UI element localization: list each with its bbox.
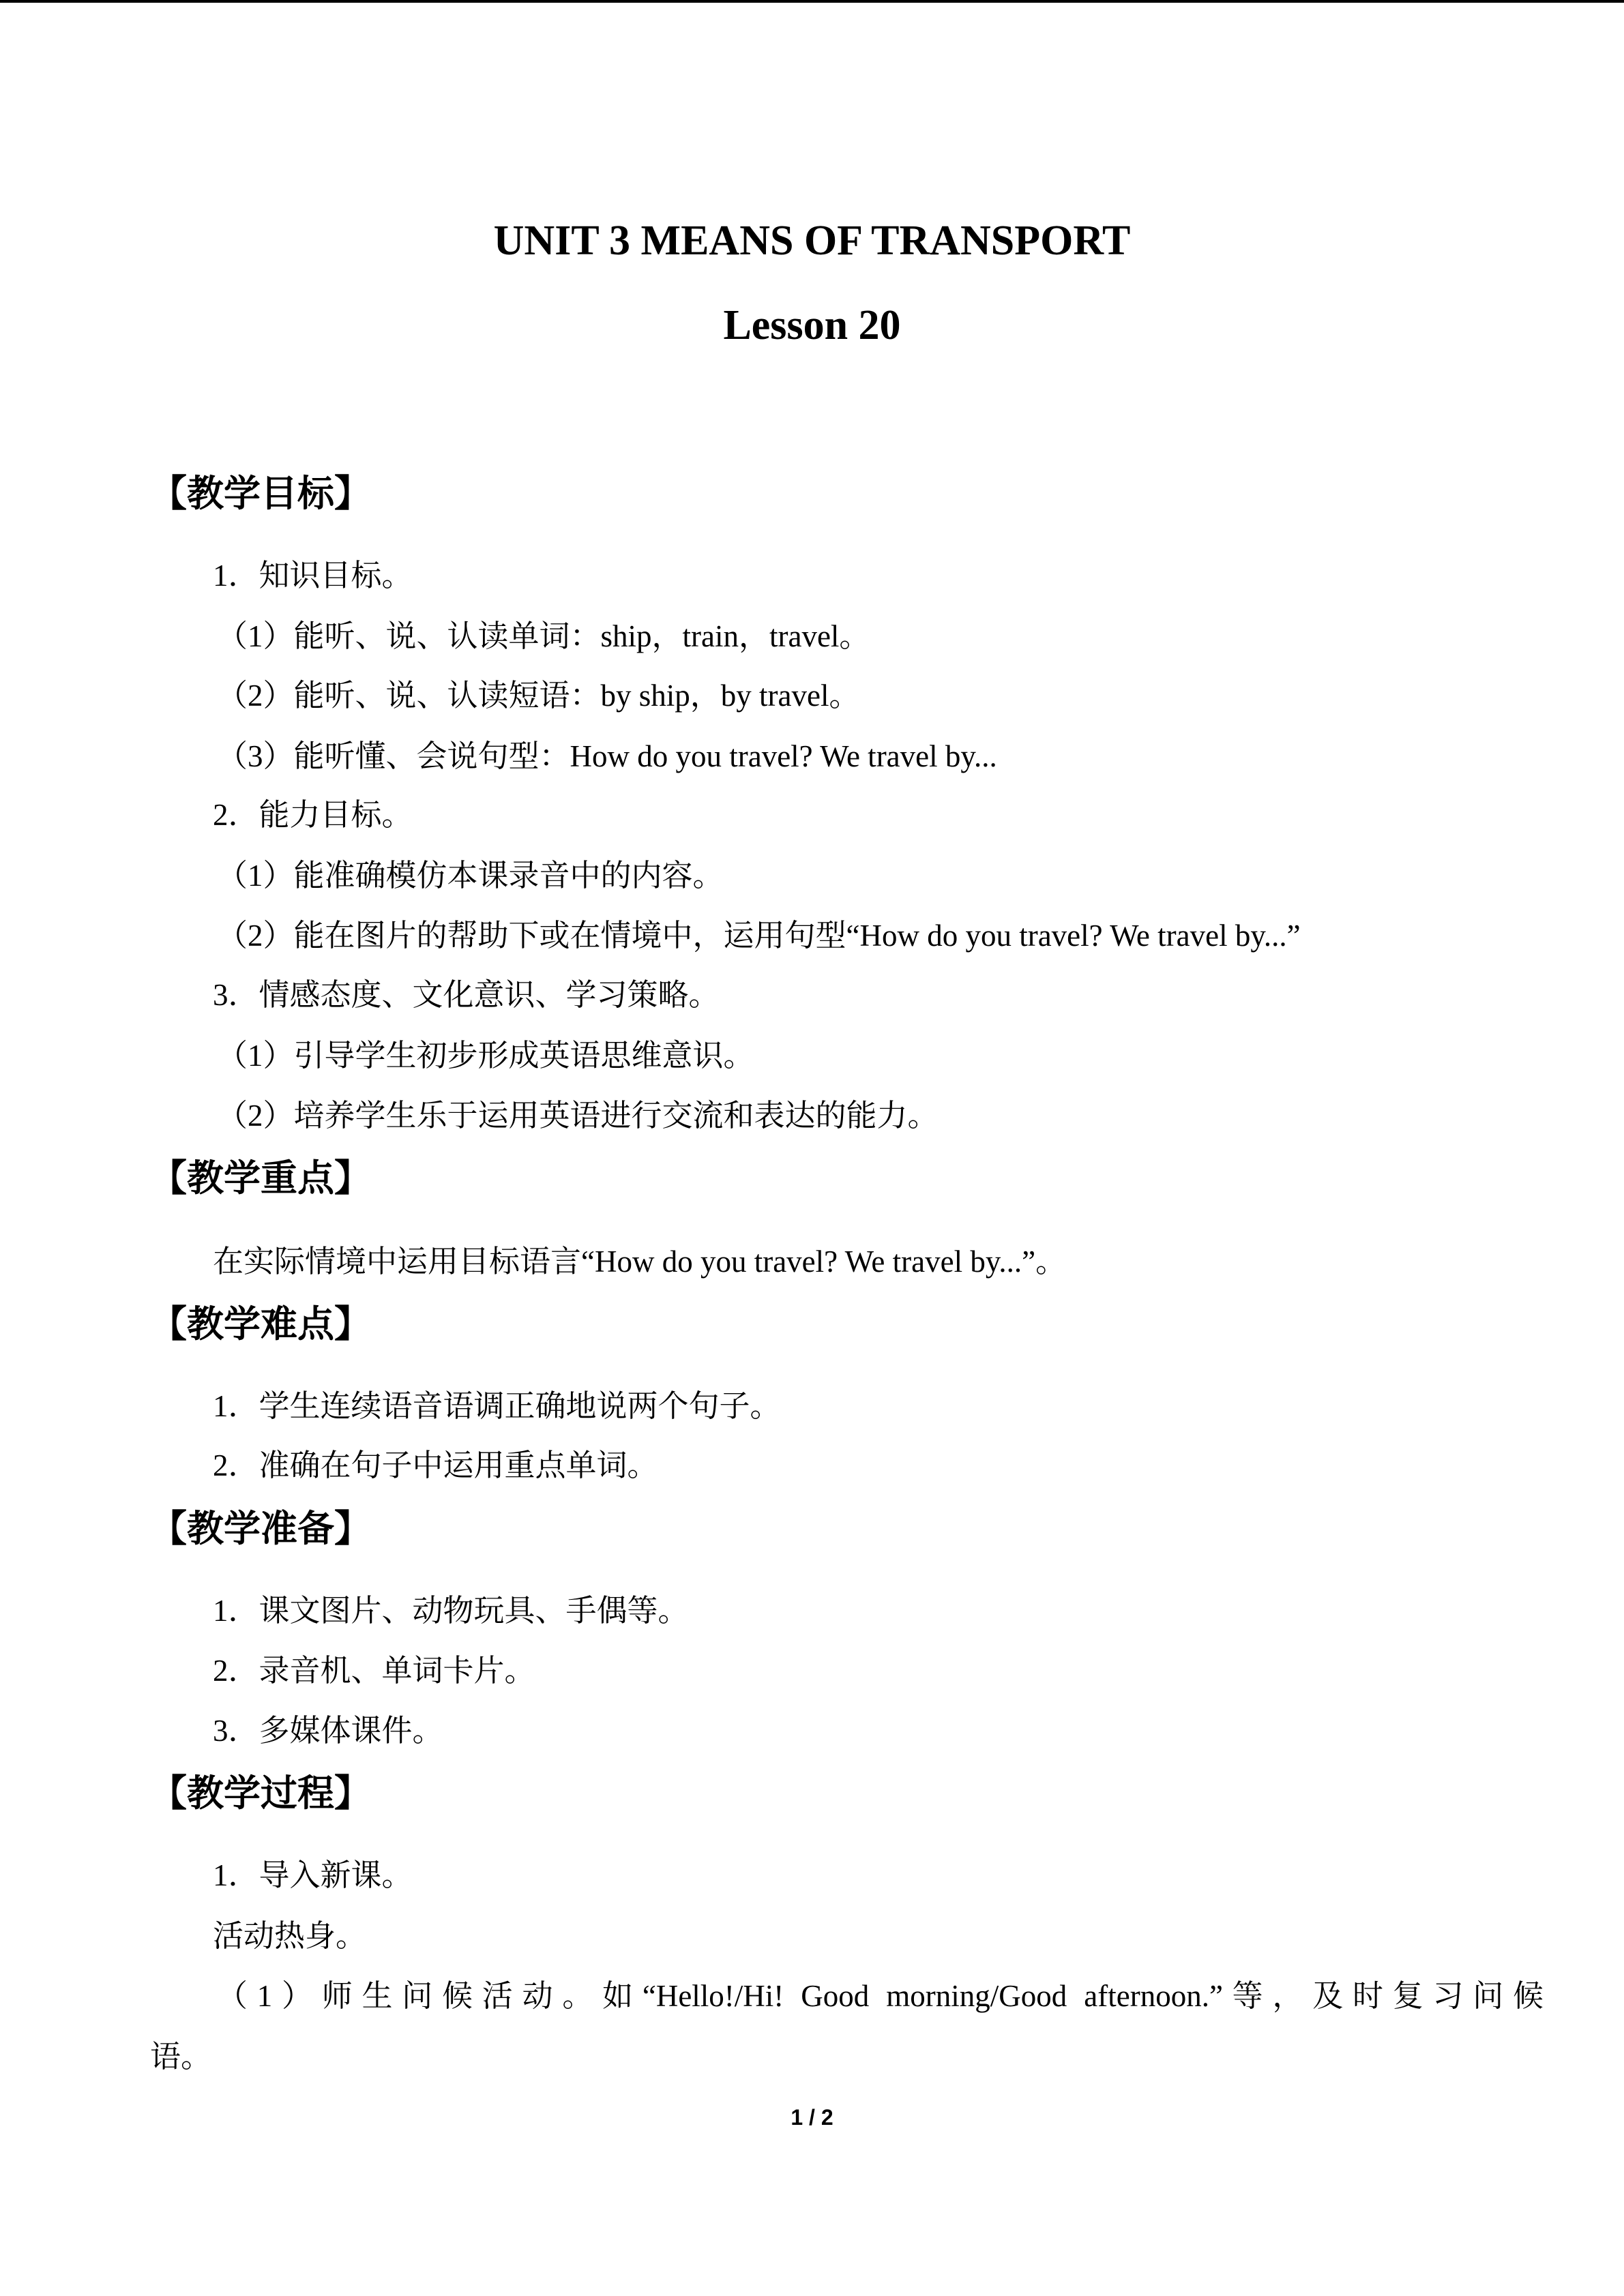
- process-line: 语。: [150, 2040, 212, 2074]
- preparation-line: 2．录音机、单词卡片。: [213, 1654, 535, 1688]
- process-line: （1）师生问候活动。如“Hello!/Hi! Good morning/Good afternoon.”等，及时复习问候: [217, 1979, 1544, 2013]
- objective-line: （3）能听懂、会说句型：How do you travel? We travel by...: [217, 739, 997, 773]
- objective-line: 3．情感态度、文化意识、学习策略。: [213, 978, 720, 1012]
- section-heading-difficulties: 【教学难点】: [150, 1302, 371, 1345]
- section-heading-process: 【教学过程】: [150, 1772, 371, 1815]
- objective-line: （2）能在图片的帮助下或在情境中，运用句型“How do you travel? We travel by...”: [217, 919, 1301, 953]
- preparation-line: 3．多媒体课件。: [213, 1714, 443, 1748]
- difficulty-line: 2．准确在句子中运用重点单词。: [213, 1448, 658, 1482]
- section-heading-objectives: 【教学目标】: [150, 472, 371, 515]
- difficulty-line: 1．学生连续语音语调正确地说两个句子。: [213, 1389, 781, 1423]
- section-heading-preparation: 【教学准备】: [150, 1507, 371, 1550]
- objective-line: 2．能力目标。: [213, 798, 413, 832]
- objective-line: 1．知识目标。: [213, 558, 413, 593]
- objective-line: （1）能听、说、认读单词：ship，train，travel。: [217, 619, 870, 653]
- objective-line: （1）引导学生初步形成英语思维意识。: [217, 1039, 754, 1073]
- process-line: 1．导入新课。: [213, 1858, 413, 1892]
- objective-line: （2）培养学生乐于运用英语进行交流和表达的能力。: [217, 1099, 939, 1133]
- page-number: 1 / 2: [791, 2105, 833, 2130]
- document-subtitle: Lesson 20: [723, 302, 901, 348]
- document-title: UNIT 3 MEANS OF TRANSPORT: [493, 218, 1131, 264]
- process-line: 活动热身。: [213, 1919, 367, 1953]
- preparation-line: 1．课文图片、动物玩具、手偶等。: [213, 1594, 689, 1628]
- key-point-line: 在实际情境中运用目标语言“How do you travel? We travel by...”。: [213, 1244, 1067, 1279]
- objective-line: （1）能准确模仿本课录音中的内容。: [217, 859, 724, 893]
- objective-line: （2）能听、说、认读短语：by ship，by travel。: [217, 679, 860, 713]
- section-heading-key-points: 【教学重点】: [150, 1157, 371, 1199]
- page-top-border: [0, 0, 1624, 3]
